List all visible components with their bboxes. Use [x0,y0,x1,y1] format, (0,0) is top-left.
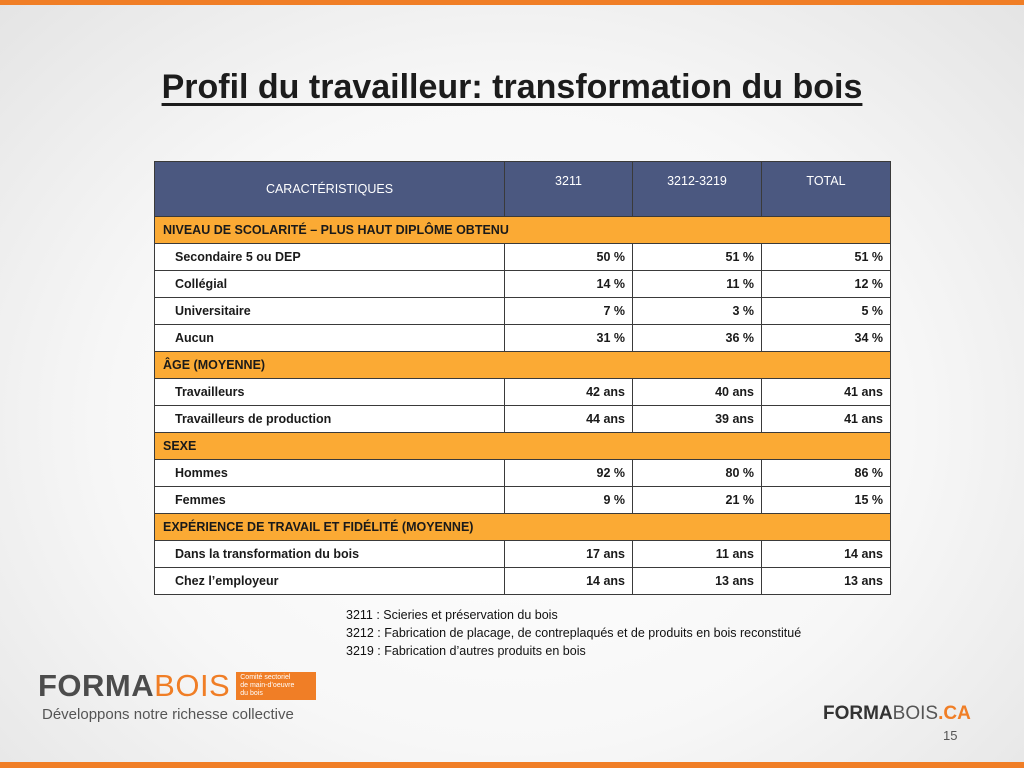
header-3211: 3211 [505,162,633,217]
footnote: 3219 : Fabrication d’autres produits en bois [346,644,586,658]
table-row [155,460,891,487]
table-row [155,487,891,514]
worker-profile-table [154,161,891,595]
value-total: 15 % [762,487,891,514]
footnote: 3211 : Scieries et préservation du bois [346,608,558,622]
table-row [155,325,891,352]
section-title: ÂGE (MOYENNE) [155,352,891,379]
value-3212-3219: 40 ans [633,379,762,406]
value-3211: 9 % [505,487,633,514]
row-label: Travailleurs [155,379,505,406]
section-title: NIVEAU DE SCOLARITÉ – PLUS HAUT DIPLÔME OBTENU [155,217,891,244]
table-row [155,244,891,271]
table-row [155,541,891,568]
row-label: Chez l’employeur [155,568,505,595]
value-3212-3219: 51 % [633,244,762,271]
slide-title: Profil du travailleur: transformation du bois [161,68,863,106]
table-row [155,568,891,595]
formabois-ca-logo: FORMABOIS.CA [823,703,971,724]
value-3212-3219: 39 ans [633,406,762,433]
value-total: 12 % [762,271,891,298]
section-header-row [155,433,891,460]
row-label: Travailleurs de production [155,406,505,433]
value-total: 41 ans [762,379,891,406]
section-header-row [155,217,891,244]
value-3212-3219: 11 ans [633,541,762,568]
value-total: 13 ans [762,568,891,595]
value-3212-3219: 36 % [633,325,762,352]
row-label: Hommes [155,460,505,487]
formabois-logo [38,668,316,704]
value-3212-3219: 21 % [633,487,762,514]
value-total: 51 % [762,244,891,271]
header-3212-3219: 3212-3219 [633,162,762,217]
logo-wordmark: FORMABOIS [38,668,231,703]
row-label: Aucun [155,325,505,352]
value-3211: 7 % [505,298,633,325]
row-label: Collégial [155,271,505,298]
row-label: Universitaire [155,298,505,325]
table-row [155,379,891,406]
logo-committee-box: Comité sectoriel de main-d’oeuvre du bois [236,672,316,700]
row-label: Dans la transformation du bois [155,541,505,568]
value-3212-3219: 13 ans [633,568,762,595]
value-3212-3219: 3 % [633,298,762,325]
footnotes [346,606,801,660]
value-total: 5 % [762,298,891,325]
header-total: TOTAL [762,162,891,217]
footnote: 3212 : Fabrication de placage, de contreplaqués et de produits en bois reconstitué [346,626,802,640]
table-row [155,271,891,298]
row-label: Secondaire 5 ou DEP [155,244,505,271]
value-3211: 50 % [505,244,633,271]
value-3211: 42 ans [505,379,633,406]
value-3212-3219: 80 % [633,460,762,487]
value-3211: 44 ans [505,406,633,433]
section-header-row [155,352,891,379]
section-header-row [155,514,891,541]
value-3211: 14 % [505,271,633,298]
section-title: EXPÉRIENCE DE TRAVAIL ET FIDÉLITÉ (MOYENNE) [155,514,891,541]
value-total: 14 ans [762,541,891,568]
value-total: 41 ans [762,406,891,433]
value-3211: 17 ans [505,541,633,568]
table-row [155,298,891,325]
row-label: Femmes [155,487,505,514]
value-3212-3219: 11 % [633,271,762,298]
value-total: 34 % [762,325,891,352]
value-3211: 31 % [505,325,633,352]
header-characteristics: CARACTÉRISTIQUES [155,162,505,217]
value-3211: 14 ans [505,568,633,595]
value-3211: 92 % [505,460,633,487]
table-header-row [155,162,891,217]
bottom-accent-bar [0,762,1024,768]
top-accent-bar [0,0,1024,5]
value-total: 86 % [762,460,891,487]
logo-tagline: Développons notre richesse collective [42,706,294,723]
section-title: SEXE [155,433,891,460]
page-number: 15 [943,728,958,743]
table-row [155,406,891,433]
